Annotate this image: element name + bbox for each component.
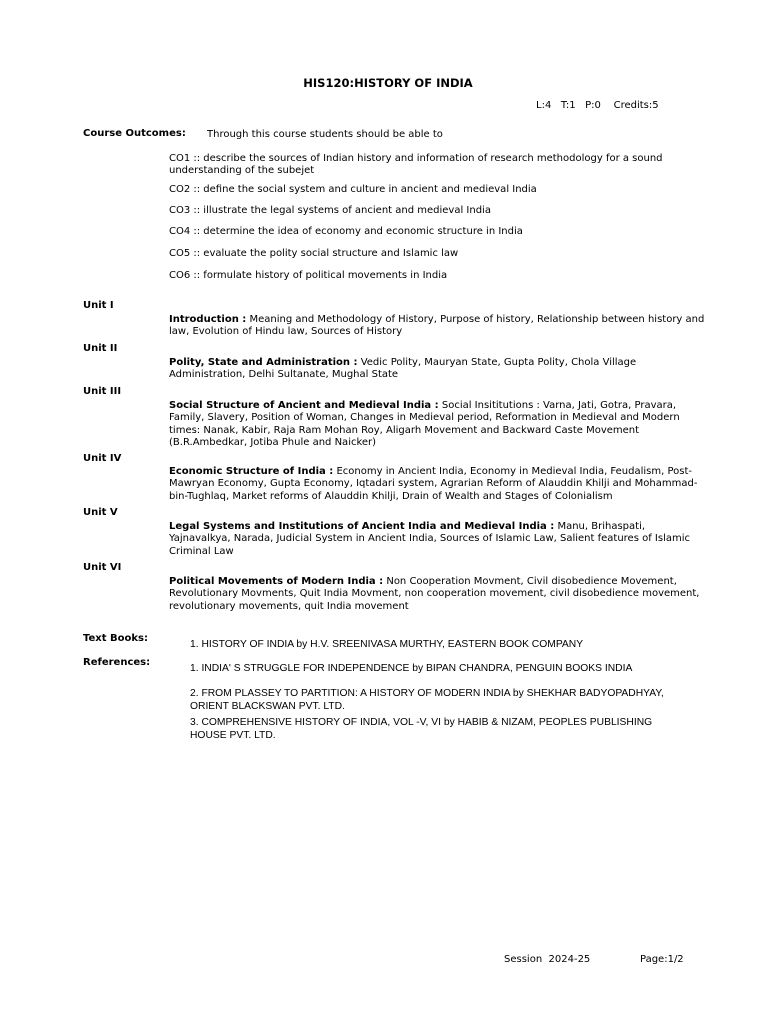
outcome-item-co4: CO4 :: determine the idea of economy and economic structure in India [169, 226, 523, 237]
unit-label-5: Unit V [83, 507, 118, 518]
unit-text: Economy in Ancient India, Economy in Medieval India, Feudalism, Post-Mawryan Economy, Gupta Economy, Iqtadari system, Agrarian Reform of Alauddin Khilji and Mohammad-bin-Tughlaq, Market reforms of Alauddin Khilji, Drain of Wealth and Stages of Colonialism [169, 466, 698, 502]
course-outcomes-label: Course Outcomes: [83, 128, 186, 139]
course-title: HIS120:HISTORY OF INDIA [303, 76, 473, 90]
outcome-item-co5: CO5 :: evaluate the polity social structure and Islamic law [169, 248, 459, 259]
outcome-item-co1 [169, 153, 699, 178]
footer-page-number: Page:1/2 [640, 954, 684, 965]
unit-content-4 [169, 466, 709, 503]
unit-label-4: Unit IV [83, 453, 122, 464]
text-books-label: Text Books: [83, 633, 148, 644]
unit-heading: Economic Structure of India : [169, 466, 334, 477]
unit-text: Meaning and Methodology of History, Purpose of history, Relationship between history and law, Evolution of Hindu law, Sources of History [169, 314, 705, 338]
unit-heading: Legal Systems and Institutions of Ancient India and Medieval India : [169, 521, 555, 532]
unit-text: Vedic Polity, Mauryan State, Gupta Polity, Chola Village Administration, Delhi Sultanate, Mughal State [169, 357, 637, 381]
credits-line: L:4 T:1 P:0 Credits:5 [536, 100, 659, 111]
footer-session: Session 2024-25 [504, 954, 591, 965]
unit-content-3 [169, 400, 709, 450]
course-outcomes-intro: Through this course students should be able to [207, 129, 443, 140]
reference-item-2: 2. FROM PLASSEY TO PARTITION: A HISTORY OF MODERN INDIA by SHEKHAR BADYOPADHYAY, ORIENT BLACKSWAN PVT. LTD. [190, 688, 664, 712]
reference-item-3: 3. COMPREHENSIVE HISTORY OF INDIA, VOL -V, VI by HABIB & NIZAM, PEOPLES PUBLISHING HOUSE PVT. LTD. [190, 717, 653, 741]
unit-heading: Introduction : [169, 314, 247, 325]
unit-text: Non Cooperation Movment, Civil disobedience Movement, Revolutionary Movments, Quit India Movment, non cooperation movement, civil disobedience movement, revolutionary movements, quit India movement [169, 576, 700, 612]
unit-heading: Political Movements of Modern India : [169, 576, 384, 587]
unit-content-6 [169, 576, 709, 613]
outcome-item-co6: CO6 :: formulate history of political movements in India [169, 270, 448, 281]
outcome-item-co2: CO2 :: define the social system and culture in ancient and medieval India [169, 184, 537, 195]
unit-heading: Social Structure of Ancient and Medieval India : [169, 400, 439, 411]
unit-label-3: Unit III [83, 386, 122, 397]
unit-text: Social Insititutions : Varna, Jati, Gotra, Pravara, Family, Slavery, Position of Woman, Changes in Medieval period, Reformation in Medieval and Modern times: Nanak, Kabir, Raja Ram Mohan Roy, Aligarh Movement and Backward Caste Movement (B.R.Ambedkar, Jotiba Phule and Naicker) [169, 400, 680, 449]
unit-text: Manu, Brihaspati, Yajnavalkya, Narada, Judicial System in Ancient India, Sources of Islamic Law, Salient features of Islamic Criminal Law [169, 521, 690, 557]
reference-item-1: 1. INDIA' S STRUGGLE FOR INDEPENDENCE by BIPAN CHANDRA, PENGUIN BOOKS INDIA [190, 663, 633, 674]
unit-content-5 [169, 521, 709, 558]
unit-label-2: Unit II [83, 343, 118, 354]
text-book-item-1: 1. HISTORY OF INDIA by H.V. SREENIVASA MURTHY, EASTERN BOOK COMPANY [190, 639, 584, 650]
references-label: References: [83, 657, 151, 668]
outcome-text: CO1 :: describe the sources of Indian history and information of research methodology for a sound understanding of the subejet [169, 153, 663, 177]
outcome-item-co3: CO3 :: illustrate the legal systems of ancient and medieval India [169, 205, 491, 216]
unit-content-1 [169, 314, 709, 339]
unit-heading: Polity, State and Administration : [169, 357, 358, 368]
unit-content-2 [169, 357, 709, 382]
unit-label-6: Unit VI [83, 562, 122, 573]
unit-label-1: Unit I [83, 300, 114, 311]
